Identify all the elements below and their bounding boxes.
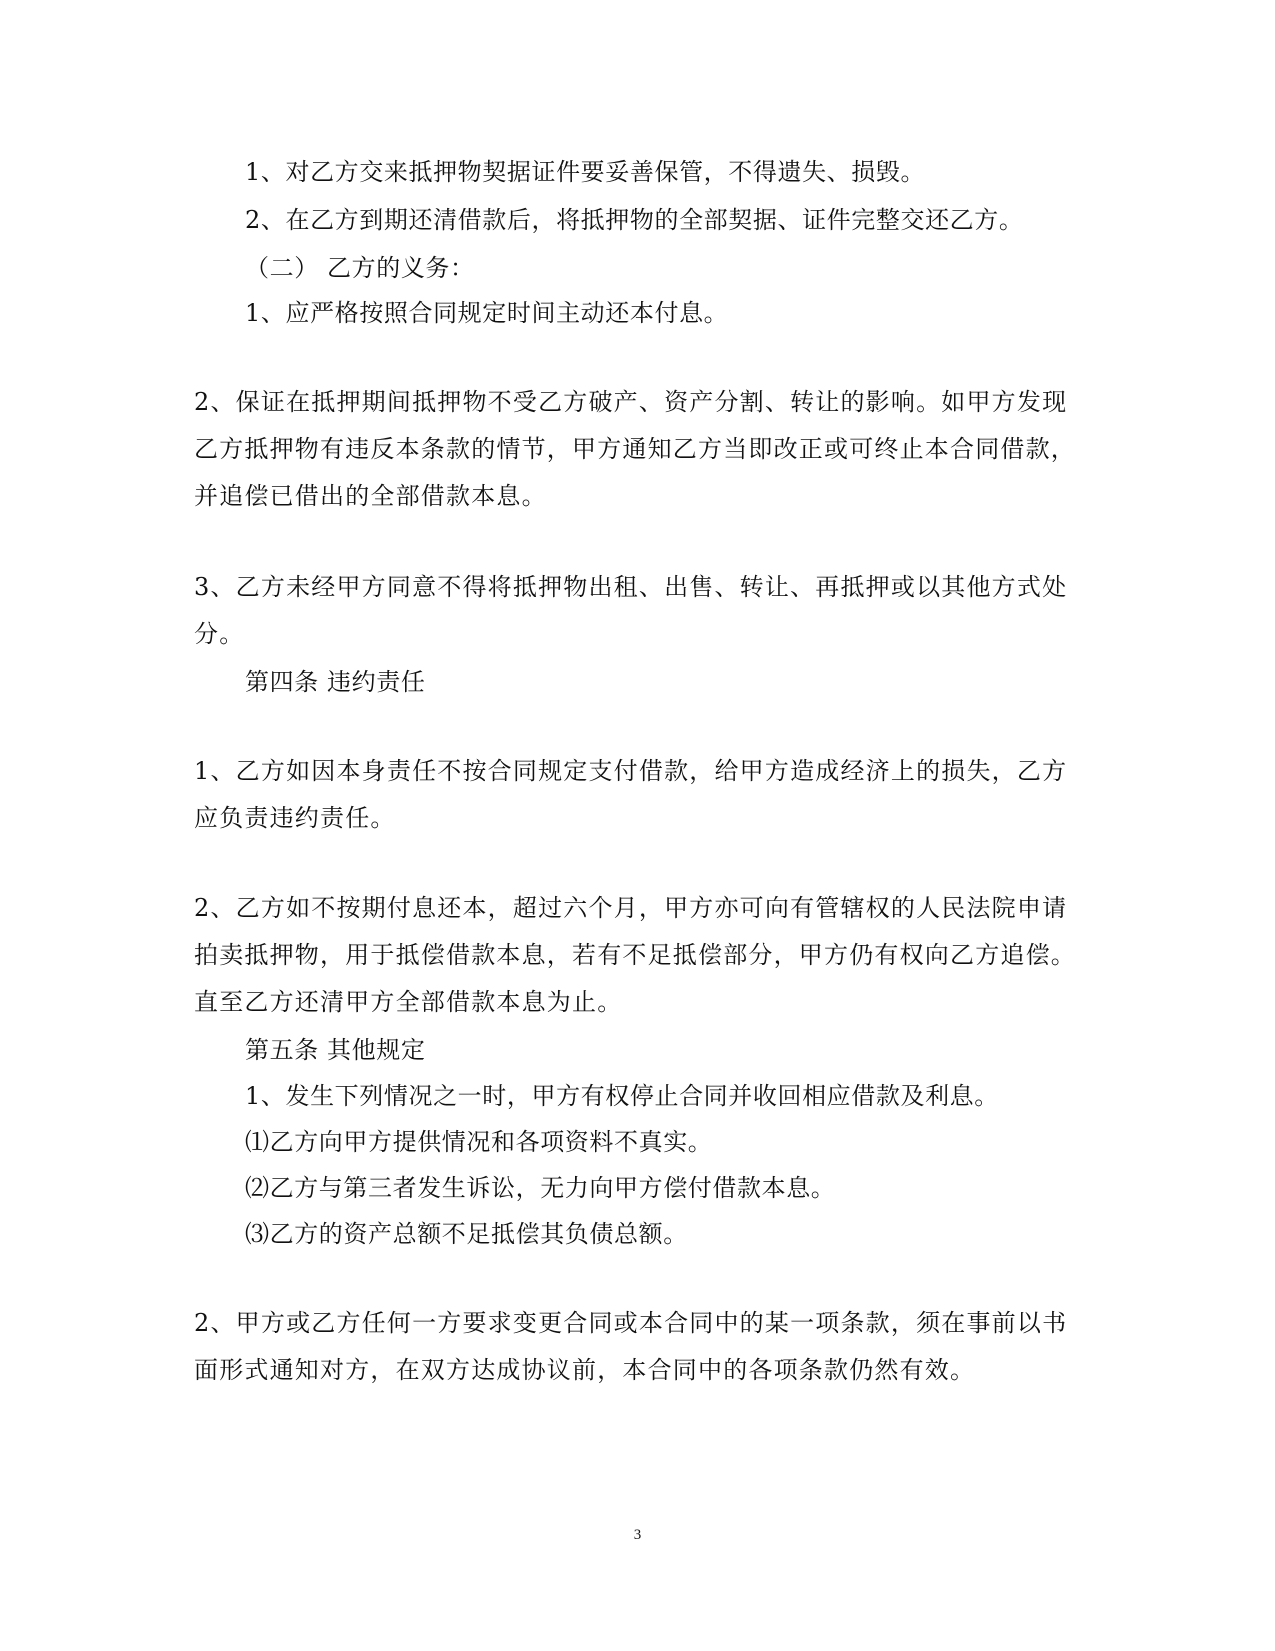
text-line-5: 2、保证在抵押期间抵押物不受乙方破产、资产分割、转让的影响。如甲方发现 [194,388,1068,416]
text-line-18: ⑴乙方向甲方提供情况和各项资料不真实。 [245,1128,713,1156]
text-line-22: 面形式通知对方，在双方达成协议前，本合同中的各项条款仍然有效。 [194,1356,976,1384]
section-heading-article-4: 第四条 违约责任 [245,668,426,696]
text-line-15: 直至乙方还清甲方全部借款本息为止。 [194,988,623,1016]
text-line-2: 2、在乙方到期还清借款后，将抵押物的全部契据、证件完整交还乙方。 [245,206,1024,234]
text-line-8: 3、乙方未经甲方同意不得将抵押物出租、出售、转让、再抵押或以其他方式处 [194,573,1068,601]
text-line-4: 1、应严格按照合同规定时间主动还本付息。 [245,299,729,327]
text-line-6: 乙方抵押物有违反本条款的情节，甲方通知乙方当即改正或可终止本合同借款， [194,435,1076,463]
text-line-17: 1、发生下列情况之一时，甲方有权停止合同并收回相应借款及利息。 [245,1082,999,1110]
text-line-12: 应负责违约责任。 [194,804,396,832]
text-line-19: ⑵乙方与第三者发生诉讼，无力向甲方偿付借款本息。 [245,1174,836,1202]
text-line-21: 2、甲方或乙方任何一方要求变更合同或本合同中的某一项条款，须在事前以书 [194,1309,1068,1337]
text-line-7: 并追偿已借出的全部借款本息。 [194,482,547,510]
text-line-20: ⑶乙方的资产总额不足抵偿其负债总额。 [245,1220,688,1248]
text-line-13: 2、乙方如不按期付息还本，超过六个月，甲方亦可向有管辖权的人民法院申请 [194,894,1068,922]
text-line-11: 1、乙方如因本身责任不按合同规定支付借款，给甲方造成经济上的损失，乙方 [194,757,1068,785]
text-line-9: 分。 [194,620,245,648]
text-line-1: 1、对乙方交来抵押物契据证件要妥善保管，不得遗失、损毁。 [245,158,926,186]
section-heading-article-5: 第五条 其他规定 [245,1036,426,1064]
text-line-14: 拍卖抵押物，用于抵偿借款本息，若有不足抵偿部分，甲方仍有权向乙方追偿。 [194,941,1076,969]
page-number: 3 [633,1527,642,1543]
text-line-3: （二） 乙方的义务： [245,254,475,282]
